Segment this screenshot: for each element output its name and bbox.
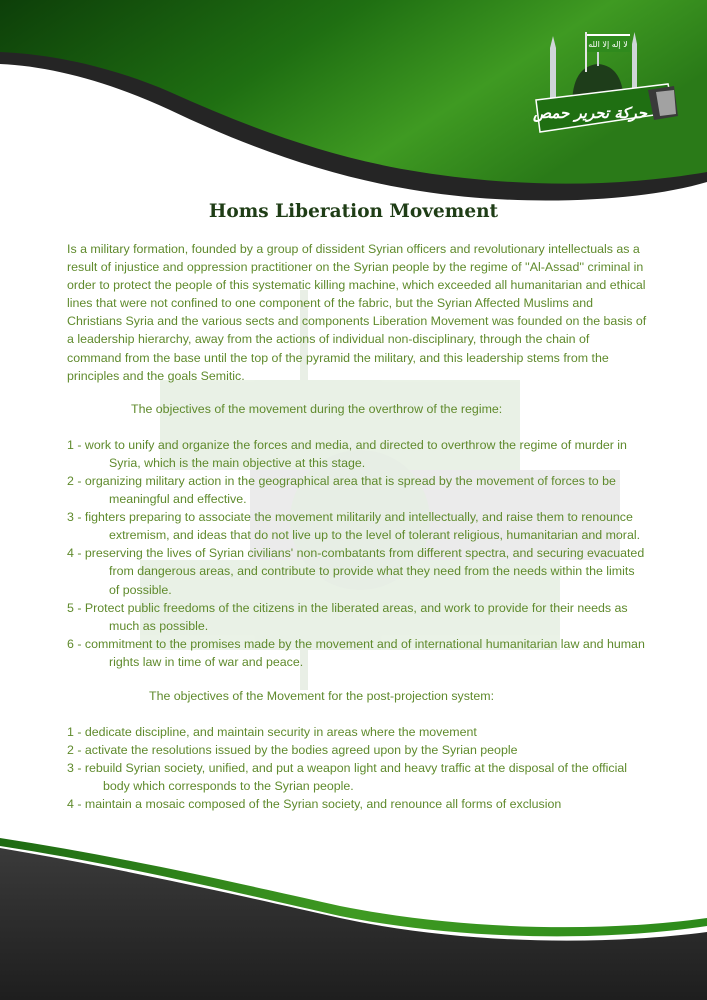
logo-emblem — [528, 20, 680, 142]
logo-caption: حركة تحرير حمص — [532, 104, 648, 122]
list-item: 2 - activate the resolutions issued by the bodies agreed upon by the Syrian people — [67, 743, 518, 758]
list-item: 1 - work to unify and organize the forces and media, and directed to overthrow the regime of murder in Syria, which is the main objective at this stage. — [67, 437, 627, 470]
document-body — [67, 240, 647, 813]
objectives-overthrow-heading: The objectives of the movement during the overthrow of the regime: — [131, 401, 503, 416]
footer-dark-band — [0, 848, 707, 1000]
list-item: 3 - rebuild Syrian society, unified, and put a weapon light and heavy traffic at the disposal of the official body which corresponds to the Syrian people. — [67, 761, 627, 794]
objectives-post-list — [67, 723, 647, 813]
list-item: 5 - Protect public freedoms of the citizens in the liberated areas, and work to provide for their needs as much as possible. — [67, 600, 628, 633]
list-item: 6 - commitment to the promises made by the movement and of international humanitarian law and human rights law in time of war and peace. — [67, 636, 645, 669]
list-item: 3 - fighters preparing to associate the movement militarily and intellectually, and raise them to renounce extremism, and ideas that do not live up to the level of tolerant religious, humanitarian and moral. — [67, 510, 641, 543]
list-item: 4 - preserving the lives of Syrian civilians' non-combatants from different spectra, and securing evacuated from dangerous areas, and contribute to provide what they need from the needs within the limits of possible. — [67, 546, 645, 597]
list-item: 2 - organizing military action in the geographical area that is spread by the movement of forces to be meaningful and effective. — [67, 473, 616, 507]
intro-paragraph: Is a military formation, founded by a group of dissident Syrian officers and revolutionary intellectuals as a result of injustice and oppression practitioner on the Syrian people by the regime of ''Al-Assad'' criminal in order to protect the people of this systematic killing machine, which exceeded all humanitarian and ethical lines that were not confined to one component of the fabric, but the Syrian Affected Muslims and Christians Syria and the various sects and components Liberation Movement was founded on the basis of a leadership hierarchy, away from the actions of individual non-disciplinary, through the chain of command from the base until the top of the pyramid the military, and this leadership stems from the principles and the goals Semitic. — [67, 242, 647, 383]
objectives-overthrow-list — [67, 436, 647, 671]
objectives-post-heading: The objectives of the Movement for the post-projection system: — [149, 688, 495, 703]
page-title: Homs Liberation Movement — [208, 201, 499, 222]
logo-flag-inscription: لا إله إلا الله — [588, 40, 628, 49]
list-item: 4 - maintain a mosaic composed of the Syrian society, and renounce all forms of exclusion — [67, 797, 562, 812]
list-item: 1 - dedicate discipline, and maintain security in areas where the movement — [67, 724, 477, 739]
